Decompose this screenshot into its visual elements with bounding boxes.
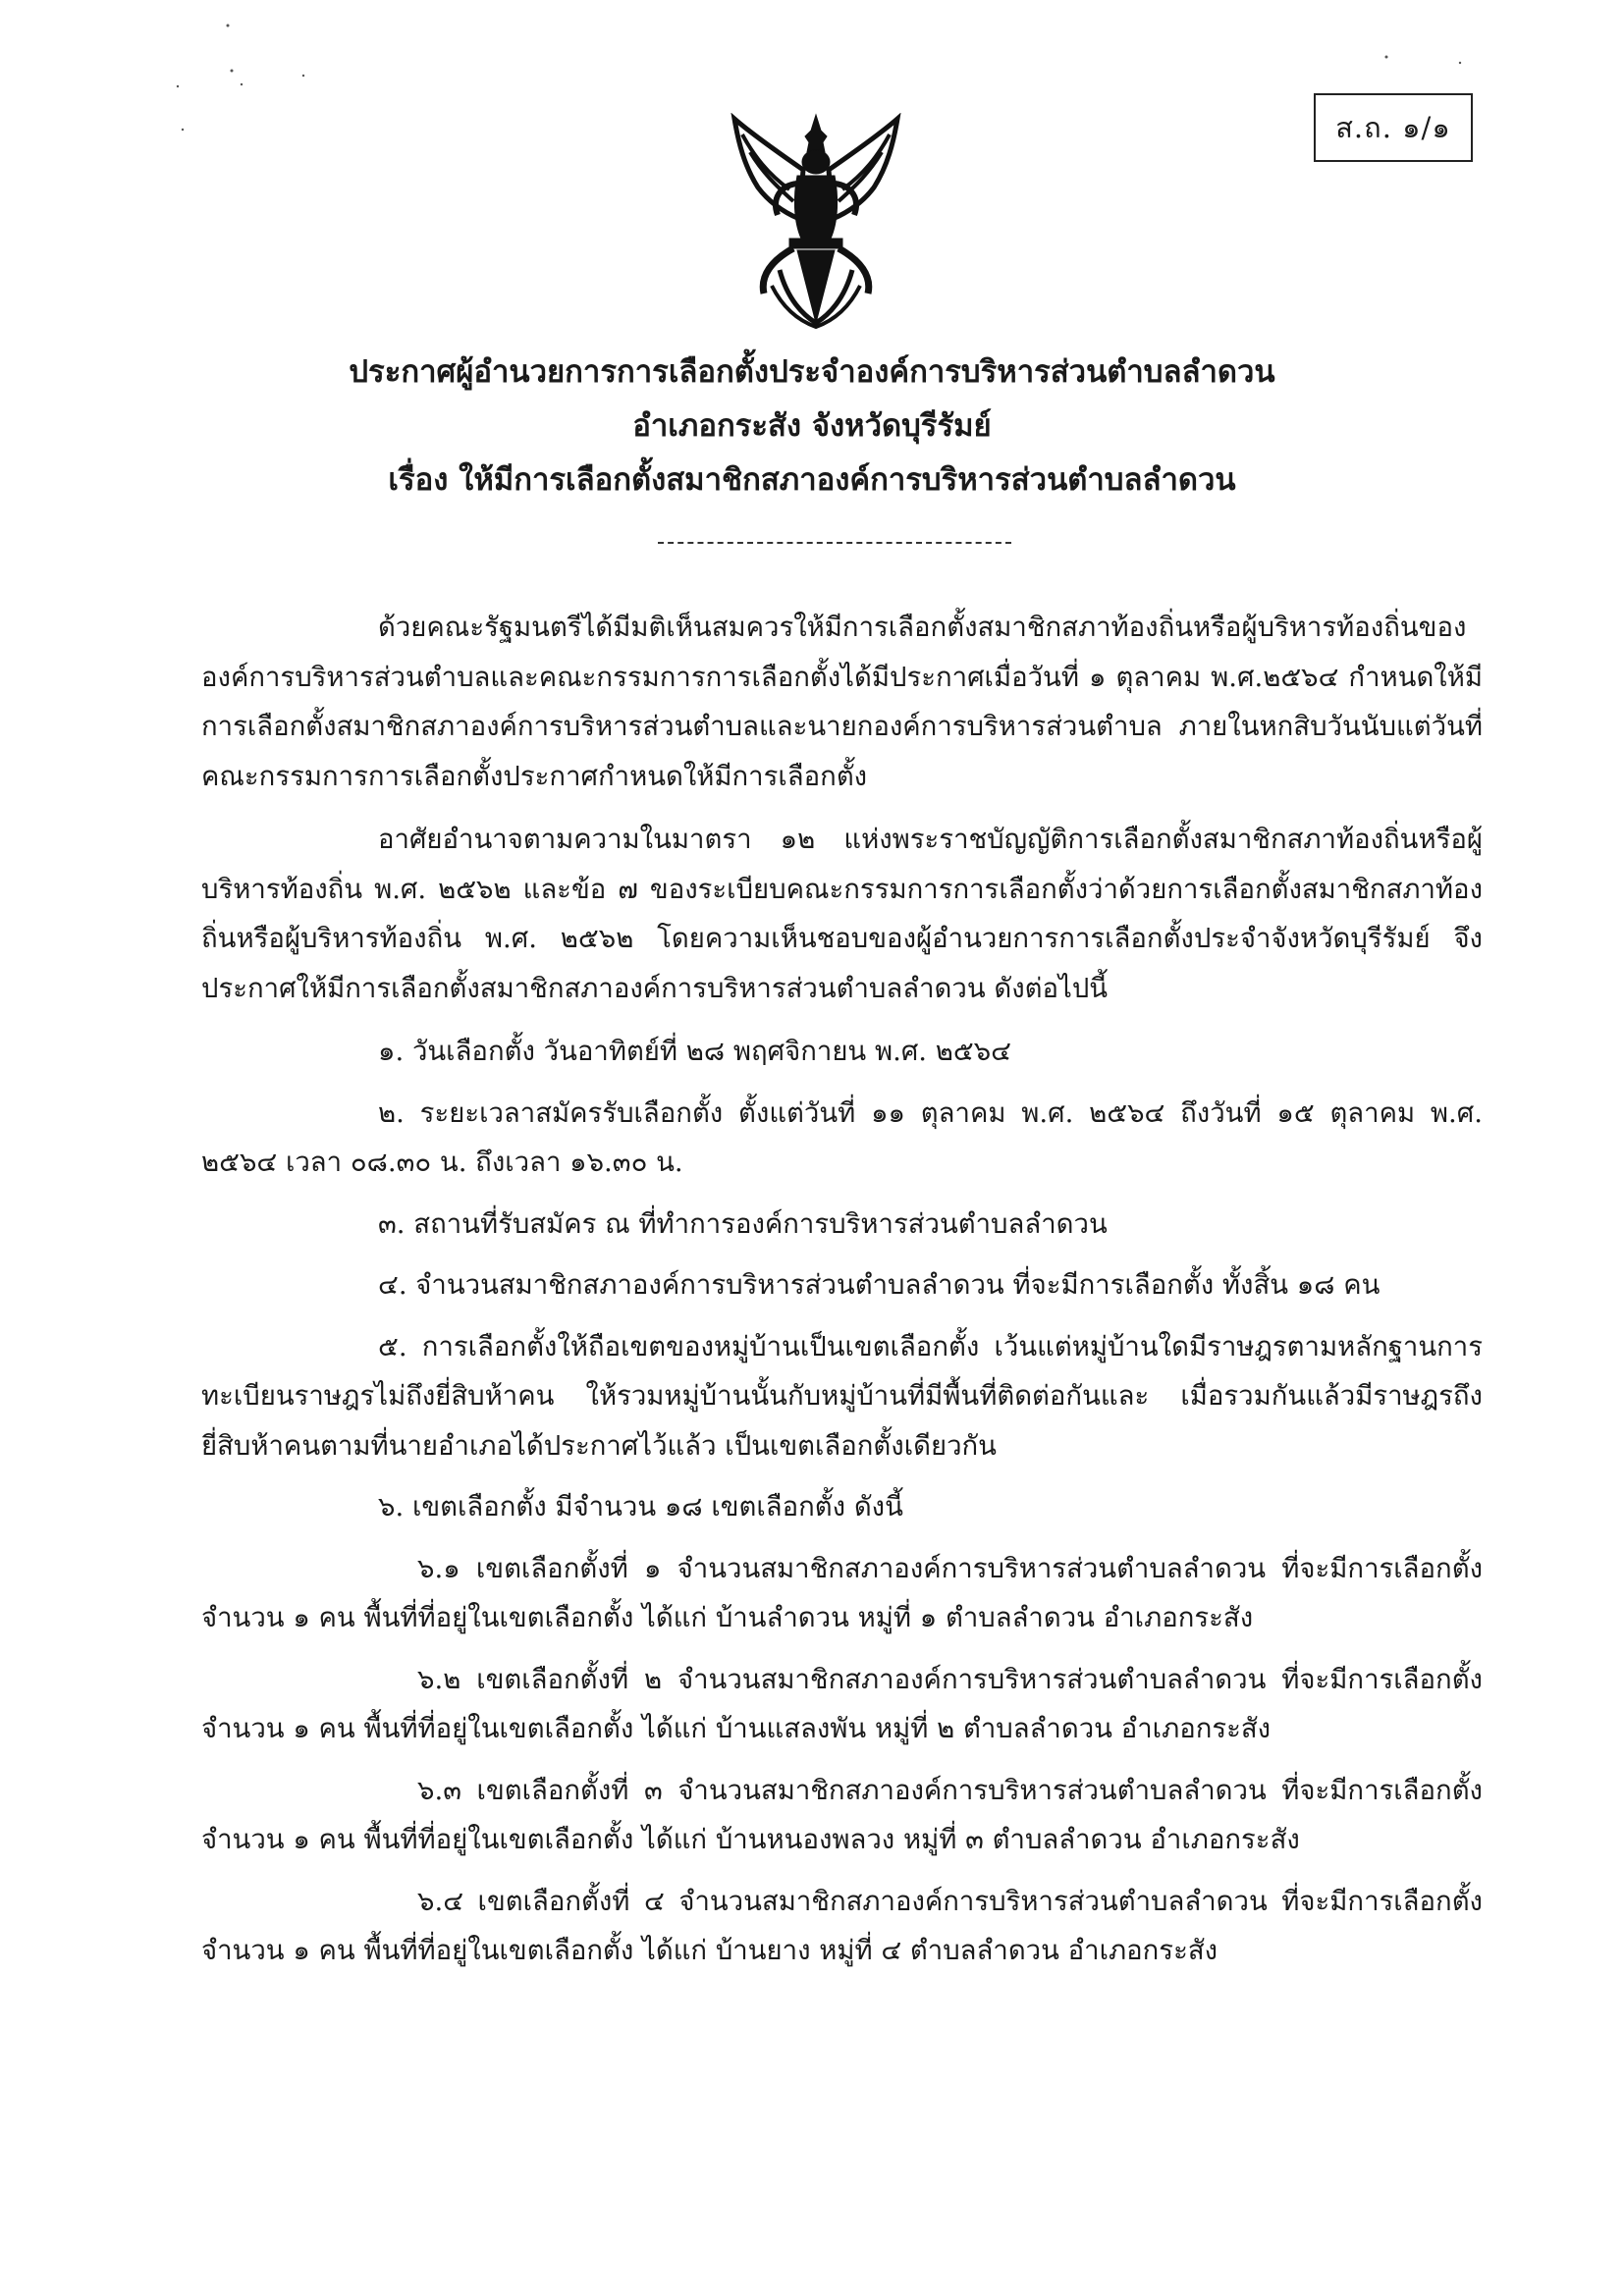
item-5: ๕. การเลือกตั้งให้ถือเขตของหมู่บ้านเป็นเขตเลือกตั้ง เว้นแต่หมู่บ้านใดมีราษฎรตามหลักฐานการทะเบียนราษฎรไม่ถึงยี่สิบห้าคน ให้รวมหมู่บ้านนั้นกับหมู่บ้านที่มีพื้นที่ติดต่อกันและ เมื่อรวมกันแล้วมีราษฎรถึงยี่สิบห้าคนตามที่นายอำเภอได้ประกาศไว้แล้ว เป็นเขตเลือกตั้งเดียวกัน [201,1330,1483,1462]
announcement-header [245,346,1379,507]
form-code-box: ส.ถ. ๑/๑ [1314,93,1473,162]
item-1: ๑. วันเลือกตั้ง วันอาทิตย์ที่ ๒๘ พฤศจิกายน พ.ศ. ๒๕๖๔ [378,1036,1011,1067]
garuda-emblem-icon [729,113,903,329]
item-2: ๒. ระยะเวลาสมัครรับเลือกตั้ง ตั้งแต่วันที่ ๑๑ ตุลาคม พ.ศ. ๒๕๖๔ ถึงวันที่ ๑๕ ตุลาคม พ.ศ. ๒๕๖๔ เวลา ๐๘.๓๐ น. ถึงเวลา ๑๖.๓๐ น. [201,1096,1483,1178]
item-4: ๔. จำนวนสมาชิกสภาองค์การบริหารส่วนตำบลลำดวน ที่จะมีการเลือกตั้ง ทั้งสิ้น ๑๘ คน [378,1269,1380,1301]
sub-item-6-1: ๖.๑ เขตเลือกตั้งที่ ๑ จำนวนสมาชิกสภาองค์การบริหารส่วนตำบลลำดวน ที่จะมีการเลือกตั้ง จำนวน ๑ คน พื้นที่ที่อยู่ในเขตเลือกตั้ง ได้แก่ บ้านลำดวน หมู่ที่ ๑ ตำบลลำดวน อำเภอกระสัง [201,1552,1483,1633]
header-line-3: เรื่อง ให้มีการเลือกตั้งสมาชิกสภาองค์การบริหารส่วนตำบลลำดวน [388,462,1236,498]
item-6: ๖. เขตเลือกตั้ง มีจำนวน ๑๘ เขตเลือกตั้ง ดังนี้ [378,1491,903,1522]
paragraph-1: ด้วยคณะรัฐมนตรีได้มีมติเห็นสมควรให้มีการเลือกตั้งสมาชิกสภาท้องถิ่นหรือผู้บริหารท้องถิ่นขององค์การบริหารส่วนตำบลและคณะกรรมการการเลือกตั้งได้มีประกาศเมื่อวันที่ ๑ ตุลาคม พ.ศ.๒๕๖๔ กำหนดให้มีการเลือกตั้งสมาชิกสภาองค์การบริหารส่วนตำบลและนายกองค์การบริหารส่วนตำบล ภายในหกสิบวันนับแต่วันที่คณะกรรมการการเลือกตั้งประกาศกำหนดให้มีการเลือกตั้ง [201,612,1483,792]
header-line-2: อำเภอกระสัง จังหวัดบุรีรัมย์ [632,408,992,444]
sub-item-6-4: ๖.๔ เขตเลือกตั้งที่ ๔ จำนวนสมาชิกสภาองค์การบริหารส่วนตำบลลำดวน ที่จะมีการเลือกตั้ง จำนวน ๑ คน พื้นที่ที่อยู่ในเขตเลือกตั้ง ได้แก่ บ้านยาง หมู่ที่ ๔ ตำบลลำดวน อำเภอกระสัง [201,1885,1483,1966]
paragraph-2: อาศัยอำนาจตามความในมาตรา ๑๒ แห่งพระราชบัญญัติการเลือกตั้งสมาชิกสภาท้องถิ่นหรือผู้บริหารท้องถิ่น พ.ศ. ๒๕๖๒ และข้อ ๗ ของระเบียบคณะกรรมการการเลือกตั้งว่าด้วยการเลือกตั้งสมาชิกสภาท้องถิ่นหรือผู้บริหารท้องถิ่น พ.ศ. ๒๕๖๒ โดยความเห็นชอบของผู้อำนวยการการเลือกตั้งประจำจังหวัดบุรีรัมย์ จึงประกาศให้มีการเลือกตั้งสมาชิกสภาองค์การบริหารส่วนตำบลลำดวน ดังต่อไปนี้ [201,824,1483,1004]
item-3: ๓. สถานที่รับสมัคร ณ ที่ทำการองค์การบริหารส่วนตำบลลำดวน [378,1207,1108,1240]
sub-item-6-2: ๖.๒ เขตเลือกตั้งที่ ๒ จำนวนสมาชิกสภาองค์การบริหารส่วนตำบลลำดวน ที่จะมีการเลือกตั้ง จำนวน ๑ คน พื้นที่ที่อยู่ในเขตเลือกตั้ง ได้แก่ บ้านแสลงพัน หมู่ที่ ๒ ตำบลลำดวน อำเภอกระสัง [201,1663,1483,1744]
separator-line [658,542,1011,544]
sub-item-6-3: ๖.๓ เขตเลือกตั้งที่ ๓ จำนวนสมาชิกสภาองค์การบริหารส่วนตำบลลำดวน ที่จะมีการเลือกตั้ง จำนวน ๑ คน พื้นที่ที่อยู่ในเขตเลือกตั้ง ได้แก่ บ้านหนองพลวง หมู่ที่ ๓ ตำบลลำดวน อำเภอกระสัง [201,1774,1483,1855]
header-line-1: ประกาศผู้อำนวยการการเลือกตั้งประจำองค์การบริหารส่วนตำบลลำดวน [349,354,1275,390]
announcement-body [201,603,1483,1988]
